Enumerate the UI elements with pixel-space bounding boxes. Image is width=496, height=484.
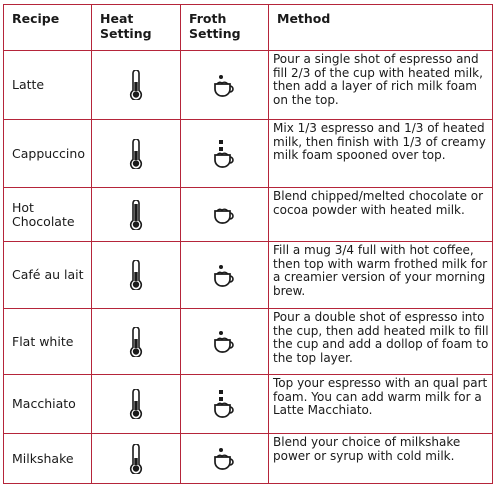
recipe-name: Milkshake <box>4 434 92 484</box>
cup-froth-high-icon <box>213 140 237 168</box>
header-recipe: Recipe <box>4 5 92 51</box>
table-row <box>4 188 493 242</box>
recipe-table <box>3 4 493 484</box>
cup-froth-low-icon <box>213 264 237 287</box>
table-row <box>4 51 493 120</box>
heat-setting-cell <box>92 375 181 434</box>
recipe-name: Latte <box>4 51 92 120</box>
method-text: Pour a double shot of espresso into the cup, then add heated milk to fill the cup and add a dollop of foam to the top layer. <box>269 309 493 375</box>
header-heat-setting: Heat Setting <box>92 5 181 51</box>
froth-setting-cell <box>181 309 269 375</box>
cup-froth-low-icon <box>213 330 237 353</box>
method-text: Pour a single shot of espresso and fill 2/3 of the cup with heated milk, then add a layer of rich milk foam on the top. <box>269 51 493 120</box>
heat-setting-cell <box>92 51 181 120</box>
thermometer-low-icon <box>129 70 143 100</box>
froth-setting-cell <box>181 242 269 309</box>
method-text: Top your espresso with an qual part foam. You can add warm milk for a Latte Macchiato. <box>269 375 493 434</box>
froth-setting-cell <box>181 51 269 120</box>
method-text: Mix 1/3 espresso and 1/3 of heated milk, then finish with 1/3 of creamy milk foam spooned over top. <box>269 120 493 188</box>
heat-setting-cell <box>92 242 181 309</box>
heat-setting-cell <box>92 120 181 188</box>
method-text: Blend chipped/melted chocolate or cocoa powder with heated milk. <box>269 188 493 242</box>
heat-setting-cell <box>92 309 181 375</box>
thermometer-low-icon <box>129 327 143 357</box>
froth-setting-cell <box>181 375 269 434</box>
froth-setting-cell <box>181 188 269 242</box>
recipe-table-container <box>3 4 492 477</box>
thermometer-cold-icon <box>129 444 143 474</box>
froth-setting-cell <box>181 120 269 188</box>
froth-setting-cell <box>181 434 269 484</box>
thermometer-low-icon <box>129 139 143 169</box>
heat-setting-cell <box>92 434 181 484</box>
thermometer-low-icon <box>129 389 143 419</box>
table-row <box>4 242 493 309</box>
method-text: Blend your choice of milkshake power or syrup with cold milk. <box>269 434 493 484</box>
recipe-name: Macchiato <box>4 375 92 434</box>
table-row <box>4 309 493 375</box>
cup-froth-low-icon <box>213 74 237 97</box>
table-row <box>4 434 493 484</box>
table-row <box>4 375 493 434</box>
header-method: Method <box>269 5 493 51</box>
header-froth-setting: Froth Setting <box>181 5 269 51</box>
thermometer-high-icon <box>129 200 143 230</box>
recipe-name: Café au lait <box>4 242 92 309</box>
cup-no-froth-icon <box>213 206 237 224</box>
method-text: Fill a mug 3/4 full with hot coffee, then top with warm frothed milk for a creamier version of your morning brew. <box>269 242 493 309</box>
recipe-name: Flat white <box>4 309 92 375</box>
recipe-name: Cappuccino <box>4 120 92 188</box>
thermometer-low-icon <box>129 260 143 290</box>
heat-setting-cell <box>92 188 181 242</box>
table-row <box>4 120 493 188</box>
cup-froth-low-icon <box>213 447 237 470</box>
recipe-name: Hot Chocolate <box>4 188 92 242</box>
header-row <box>4 5 493 51</box>
cup-froth-high-icon <box>213 390 237 418</box>
